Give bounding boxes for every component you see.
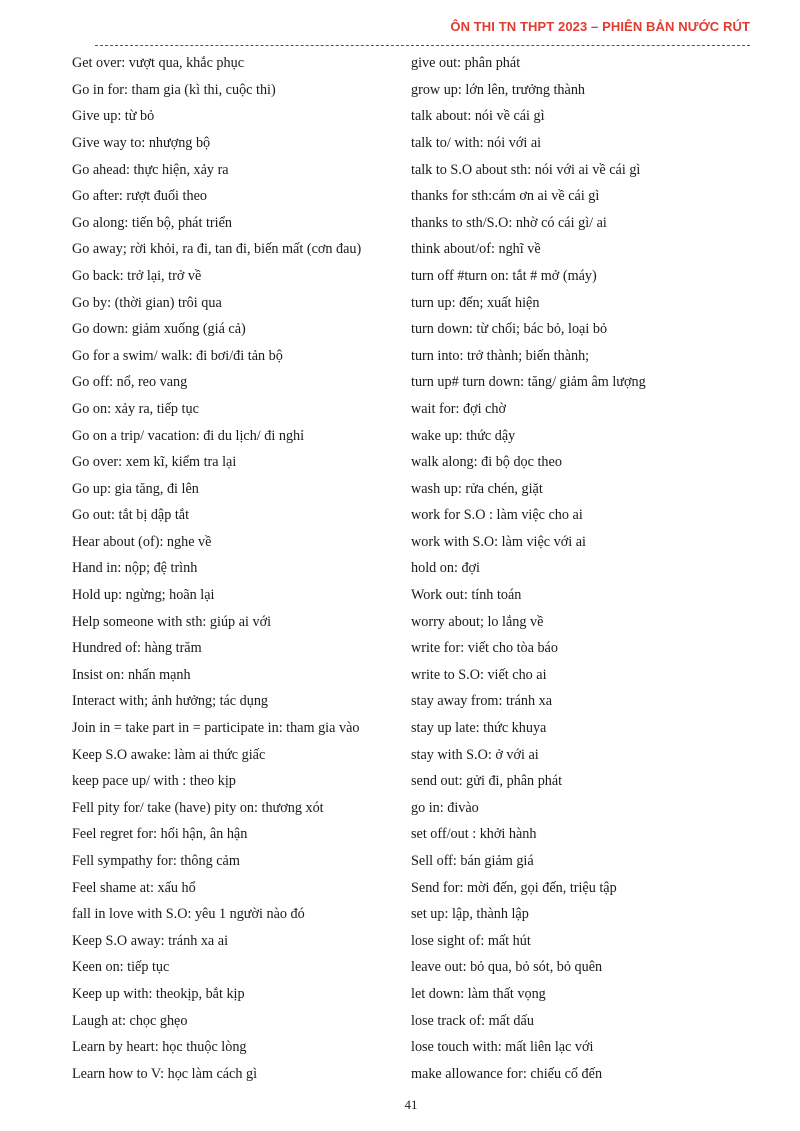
phrase-right: leave out: bỏ qua, bỏ sót, bỏ quên xyxy=(411,959,603,976)
phrase-right: send out: gửi đi, phân phát xyxy=(411,773,563,790)
phrase-right: turn down: từ chối; bác bỏ, loại bỏ xyxy=(411,321,608,338)
phrase-right: let down: làm thất vọng xyxy=(411,985,546,1002)
phrase-right: stay up late: thức khuya xyxy=(411,720,547,737)
header-title: ÔN THI TN THPT 2023 – PHIÊN BẢN NƯỚC RÚT xyxy=(450,19,750,34)
phrase-left: Go after: rượt đuổi theo xyxy=(72,188,207,205)
list-item xyxy=(72,848,762,875)
phrase-right: turn into: trở thành; biến thành; xyxy=(411,347,590,364)
page-number: 41 xyxy=(404,1097,418,1112)
list-item xyxy=(72,210,762,237)
phrase-left: Hear about (of): nghe về xyxy=(72,533,212,550)
phrase-left: Fell sympathy for: thông cảm xyxy=(72,853,240,869)
phrase-right: set up: lập, thành lập xyxy=(411,906,529,923)
phrase-left: Get over: vượt qua, khắc phục xyxy=(72,55,244,72)
phrase-left: Go on: xảy ra, tiếp tục xyxy=(72,400,199,417)
header-divider xyxy=(95,45,750,46)
phrase-right: Work out: tính toán xyxy=(411,587,522,604)
phrase-left: Fell pity for/ take (have) pity on: thương xót xyxy=(72,799,324,816)
phrase-right: walk along: đi bộ dọc theo xyxy=(411,454,562,471)
list-item xyxy=(72,183,762,210)
list-item xyxy=(72,502,762,529)
list-item xyxy=(72,529,762,556)
phrase-right: think about/of: nghĩ về xyxy=(411,241,541,258)
list-item xyxy=(72,236,762,263)
phrase-right: make allowance for: chiếu cố đến xyxy=(411,1065,603,1082)
phrase-right: work with S.O: làm việc với ai xyxy=(411,533,586,550)
phrase-right: talk about: nói về cái gì xyxy=(411,108,545,125)
list-item xyxy=(72,130,762,157)
phrase-right: stay away from: tránh xa xyxy=(411,693,553,710)
list-item xyxy=(72,156,762,183)
phrase-right: thanks for sth:cám ơn ai về cái gì xyxy=(411,188,600,205)
list-item xyxy=(72,981,762,1008)
phrase-right: stay with S.O: ở với ai xyxy=(411,746,539,763)
list-item xyxy=(72,715,762,742)
phrase-right: wake up: thức dậy xyxy=(411,427,516,444)
phrasal-verb-list xyxy=(72,50,762,1087)
phrase-right: grow up: lớn lên, trưởng thành xyxy=(411,81,586,98)
list-item xyxy=(72,103,762,130)
list-item xyxy=(72,343,762,370)
phrase-left: Learn by heart: học thuộc lòng xyxy=(72,1039,247,1056)
list-item xyxy=(72,954,762,981)
phrase-right: go in: đivào xyxy=(411,799,479,816)
phrase-left: Go in for: tham gia (kì thi, cuộc thi) xyxy=(72,81,276,98)
list-item xyxy=(72,874,762,901)
phrase-right: turn up: đến; xuất hiện xyxy=(411,294,540,311)
phrase-left: Help someone with sth: giúp ai với xyxy=(72,613,272,630)
phrase-left: Go ahead: thực hiện, xảy ra xyxy=(72,161,229,178)
phrase-left: Laugh at: chọc ghẹo xyxy=(72,1012,188,1029)
phrase-left: Keep up with: theokịp, bắt kịp xyxy=(72,985,245,1002)
phrase-left: Go away; rời khỏi, ra đi, tan đi, biến mất (cơn đau) xyxy=(72,241,362,258)
phrase-left: Hundred of: hàng trăm xyxy=(72,640,202,657)
list-item xyxy=(72,635,762,662)
phrase-right: turn off #turn on: tắt # mở (máy) xyxy=(411,267,597,284)
list-item xyxy=(72,1007,762,1034)
phrase-left: Learn how to V: học làm cách gì xyxy=(72,1065,258,1082)
phrase-left: fall in love with S.O: yêu 1 người nào đó xyxy=(72,906,305,923)
list-item xyxy=(72,582,762,609)
phrase-left: Hold up: ngừng; hoãn lại xyxy=(72,587,215,604)
phrase-left: Go off: nổ, reo vang xyxy=(72,374,188,391)
phrase-right: set off/out : khởi hành xyxy=(411,826,537,843)
phrase-right: write for: viết cho tòa báo xyxy=(411,640,558,657)
list-item xyxy=(72,555,762,582)
list-item xyxy=(72,77,762,104)
list-item xyxy=(72,396,762,423)
list-item xyxy=(72,662,762,689)
list-item xyxy=(72,476,762,503)
phrase-left: Keep S.O awake: làm ai thức giấc xyxy=(72,746,266,763)
phrase-right: turn up# turn down: tăng/ giảm âm lượng xyxy=(411,374,646,391)
list-item xyxy=(72,449,762,476)
phrase-left: Go over: xem kĩ, kiểm tra lại xyxy=(72,454,237,471)
list-item xyxy=(72,795,762,822)
phrase-left: Insist on: nhấn mạnh xyxy=(72,666,191,683)
phrase-left: Go on a trip/ vacation: đi du lịch/ đi nghỉ xyxy=(72,427,305,444)
list-item xyxy=(72,741,762,768)
phrase-left: Go back: trở lại, trở về xyxy=(72,267,202,284)
list-item xyxy=(72,768,762,795)
phrase-right: wait for: đợi chờ xyxy=(411,400,506,417)
list-item xyxy=(72,1034,762,1061)
phrase-left: Go down: giảm xuống (giá cả) xyxy=(72,321,246,338)
list-item xyxy=(72,369,762,396)
list-item xyxy=(72,901,762,928)
phrase-right: Send for: mời đến, gọi đến, triệu tập xyxy=(411,879,617,896)
phrase-right: lose sight of: mất hút xyxy=(411,932,531,949)
phrase-right: lose touch with: mất liên lạc với xyxy=(411,1039,594,1056)
phrase-left: Interact with; ảnh hưởng; tác dụng xyxy=(72,693,269,710)
phrase-left: Hand in: nộp; đệ trình xyxy=(72,560,198,577)
phrase-right: give out: phân phát xyxy=(411,55,521,72)
phrase-right: thanks to sth/S.O: nhờ có cái gì/ ai xyxy=(411,214,607,231)
list-item xyxy=(72,821,762,848)
list-item xyxy=(72,688,762,715)
list-item xyxy=(72,263,762,290)
phrase-right: talk to S.O about sth: nói với ai về cái gì xyxy=(411,161,641,178)
list-item xyxy=(72,1061,762,1088)
phrase-left: Give up: từ bỏ xyxy=(72,108,155,125)
phrase-left: Go by: (thời gian) trôi qua xyxy=(72,294,222,311)
phrase-left: Feel shame at: xấu hổ xyxy=(72,879,196,896)
list-item xyxy=(72,316,762,343)
phrase-right: worry about; lo lắng về xyxy=(411,613,544,630)
phrase-left: Keep S.O away: tránh xa ai xyxy=(72,932,229,949)
list-item xyxy=(72,422,762,449)
list-item xyxy=(72,928,762,955)
phrase-left: Keen on: tiếp tục xyxy=(72,959,170,976)
phrase-right: talk to/ with: nói với ai xyxy=(411,134,542,151)
list-item xyxy=(72,50,762,77)
phrase-left: Go for a swim/ walk: đi bơi/đi tản bộ xyxy=(72,347,283,364)
phrase-right: Sell off: bán giảm giá xyxy=(411,853,534,869)
phrase-right: work for S.O : làm việc cho ai xyxy=(411,507,583,524)
list-item xyxy=(72,289,762,316)
phrase-left: Join in = take part in = participate in: tham gia vào xyxy=(72,720,360,737)
phrase-left: keep pace up/ with : theo kịp xyxy=(72,773,236,790)
phrase-left: Feel regret for: hối hận, ân hận xyxy=(72,826,248,843)
list-item xyxy=(72,608,762,635)
phrase-left: Go out: tắt bị dập tắt xyxy=(72,507,190,524)
phrase-right: wash up: rửa chén, giặt xyxy=(411,480,543,497)
phrase-left: Go up: gia tăng, đi lên xyxy=(72,480,199,497)
phrase-right: hold on: đợi xyxy=(411,560,480,577)
phrase-left: Go along: tiến bộ, phát triển xyxy=(72,214,232,231)
phrase-right: lose track of: mất dấu xyxy=(411,1012,534,1029)
phrase-left: Give way to: nhượng bộ xyxy=(72,134,211,151)
phrase-right: write to S.O: viết cho ai xyxy=(411,666,547,683)
